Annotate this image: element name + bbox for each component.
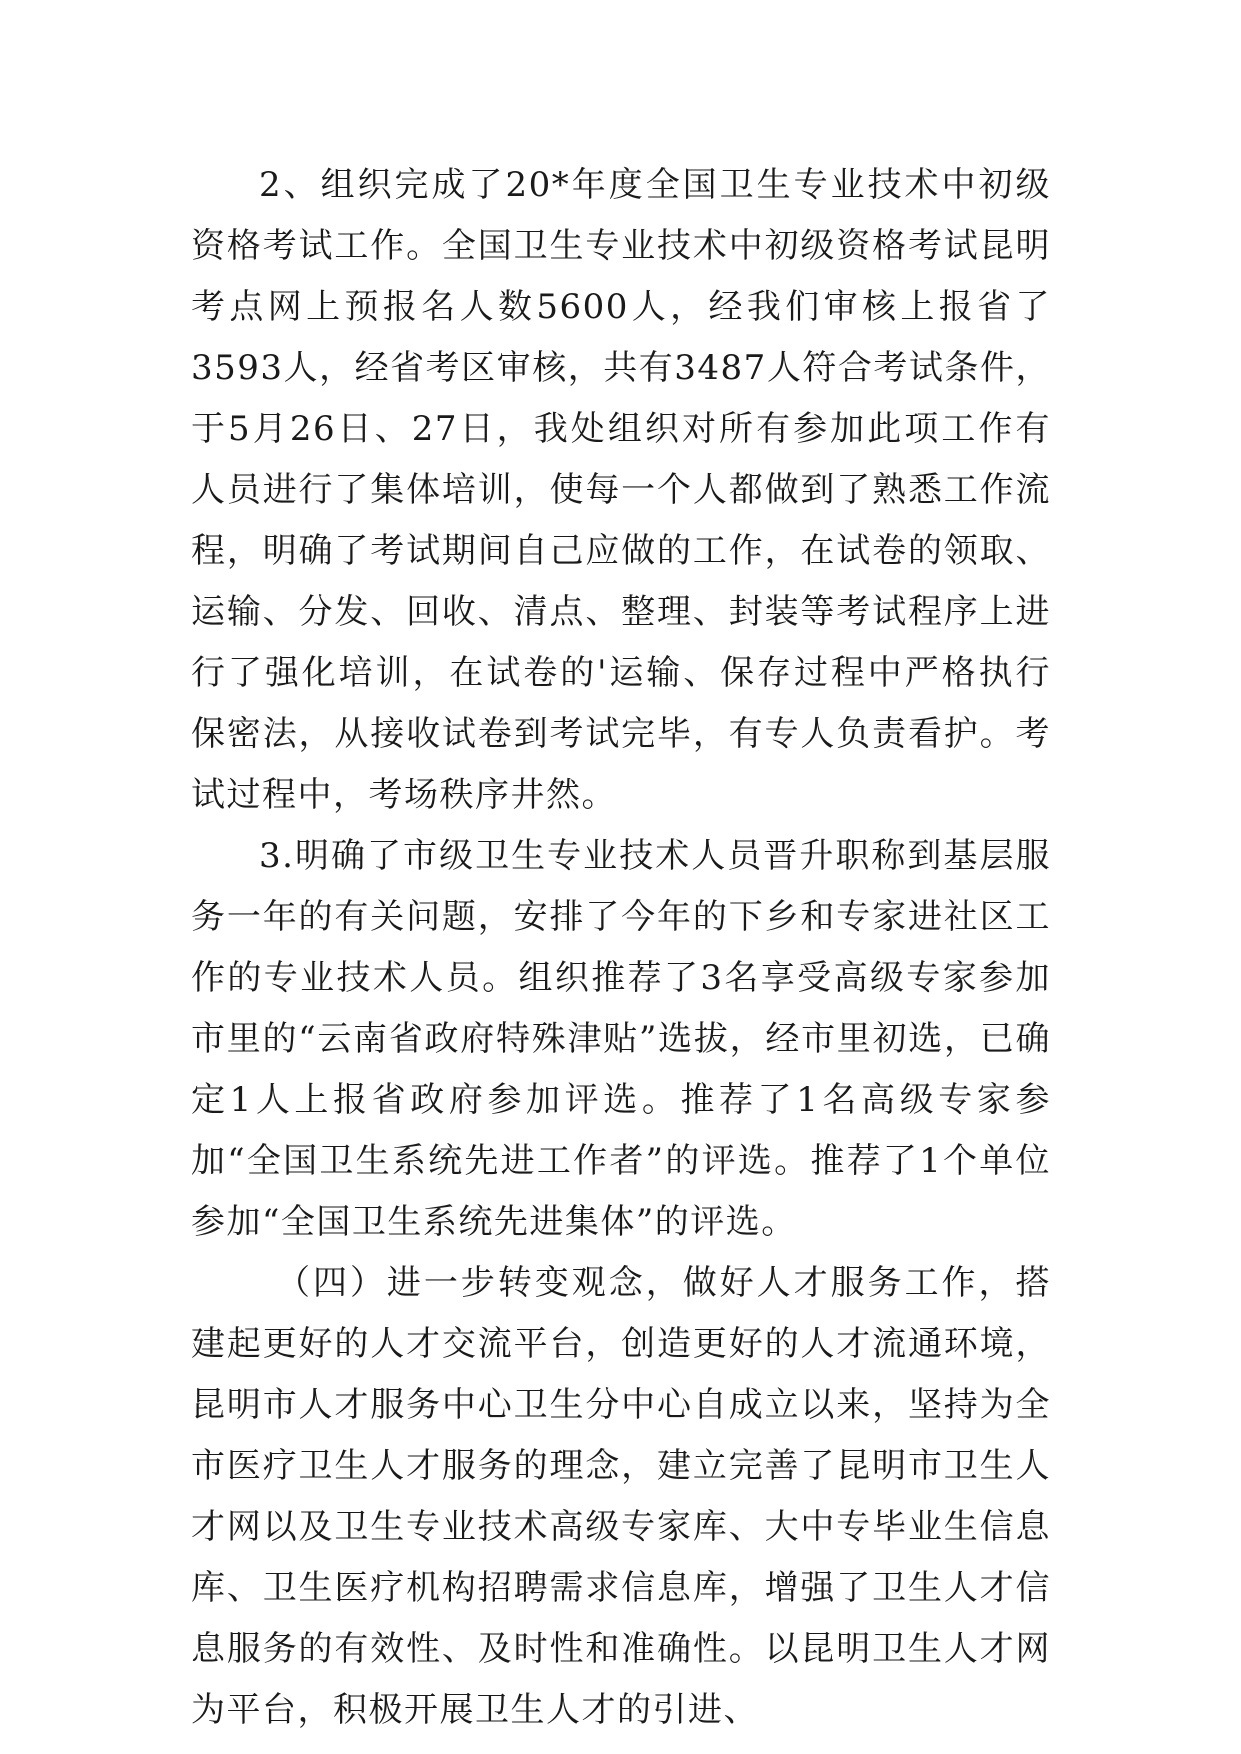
paragraph-exam-organization: 2、组织完成了20*年度全国卫生专业技术中初级资格考试工作。全国卫生专业技术中初级资格考试昆明考点网上预报名人数5600人，经我们审核上报省了3593人，经省考区审核，共有3487人符合考试条件，于5月26日、27日，我处组织对所有参加此项工作有人员进行了集体培训，使每一个人都做到了熟悉工作流程，明确了考试期间自己应做的工作，在试卷的领取、运输、分发、回收、清点、整理、封装等考试程序上进行了强化培训，在试卷的'运输、保存过程中严格执行保密法，从接收试卷到考试完毕，有专人负责看护。考试过程中，考场秩序井然。 — [191, 165, 1051, 815]
paragraph-title-promotion: 3.明确了市级卫生专业技术人员晋升职称到基层服务一年的有关问题，安排了今年的下乡和专家进社区工作的专业技术人员。组织推荐了3名享受高级专家参加市里的“云南省政府特殊津贴”选拔，经市里初选，已确定1人上报省政府参加评选。推荐了1名高级专家参加“全国卫生系统先进工作者”的评选。推荐了1个单位参加“全国卫生系统先进集体”的评选。 — [191, 836, 1051, 1242]
document-body — [191, 155, 1051, 1741]
paragraph-talent-service: （四）进一步转变观念，做好人才服务工作，搭建起更好的人才交流平台，创造更好的人才流通环境，昆明市人才服务中心卫生分中心自成立以来，坚持为全市医疗卫生人才服务的理念，建立完善了昆明市卫生人才网以及卫生专业技术高级专家库、大中专毕业生信息库、卫生医疗机构招聘需求信息库，增强了卫生人才信息服务的有效性、及时性和准确性。以昆明卫生人才网为平台，积极开展卫生人才的引进、 — [191, 1263, 1051, 1730]
